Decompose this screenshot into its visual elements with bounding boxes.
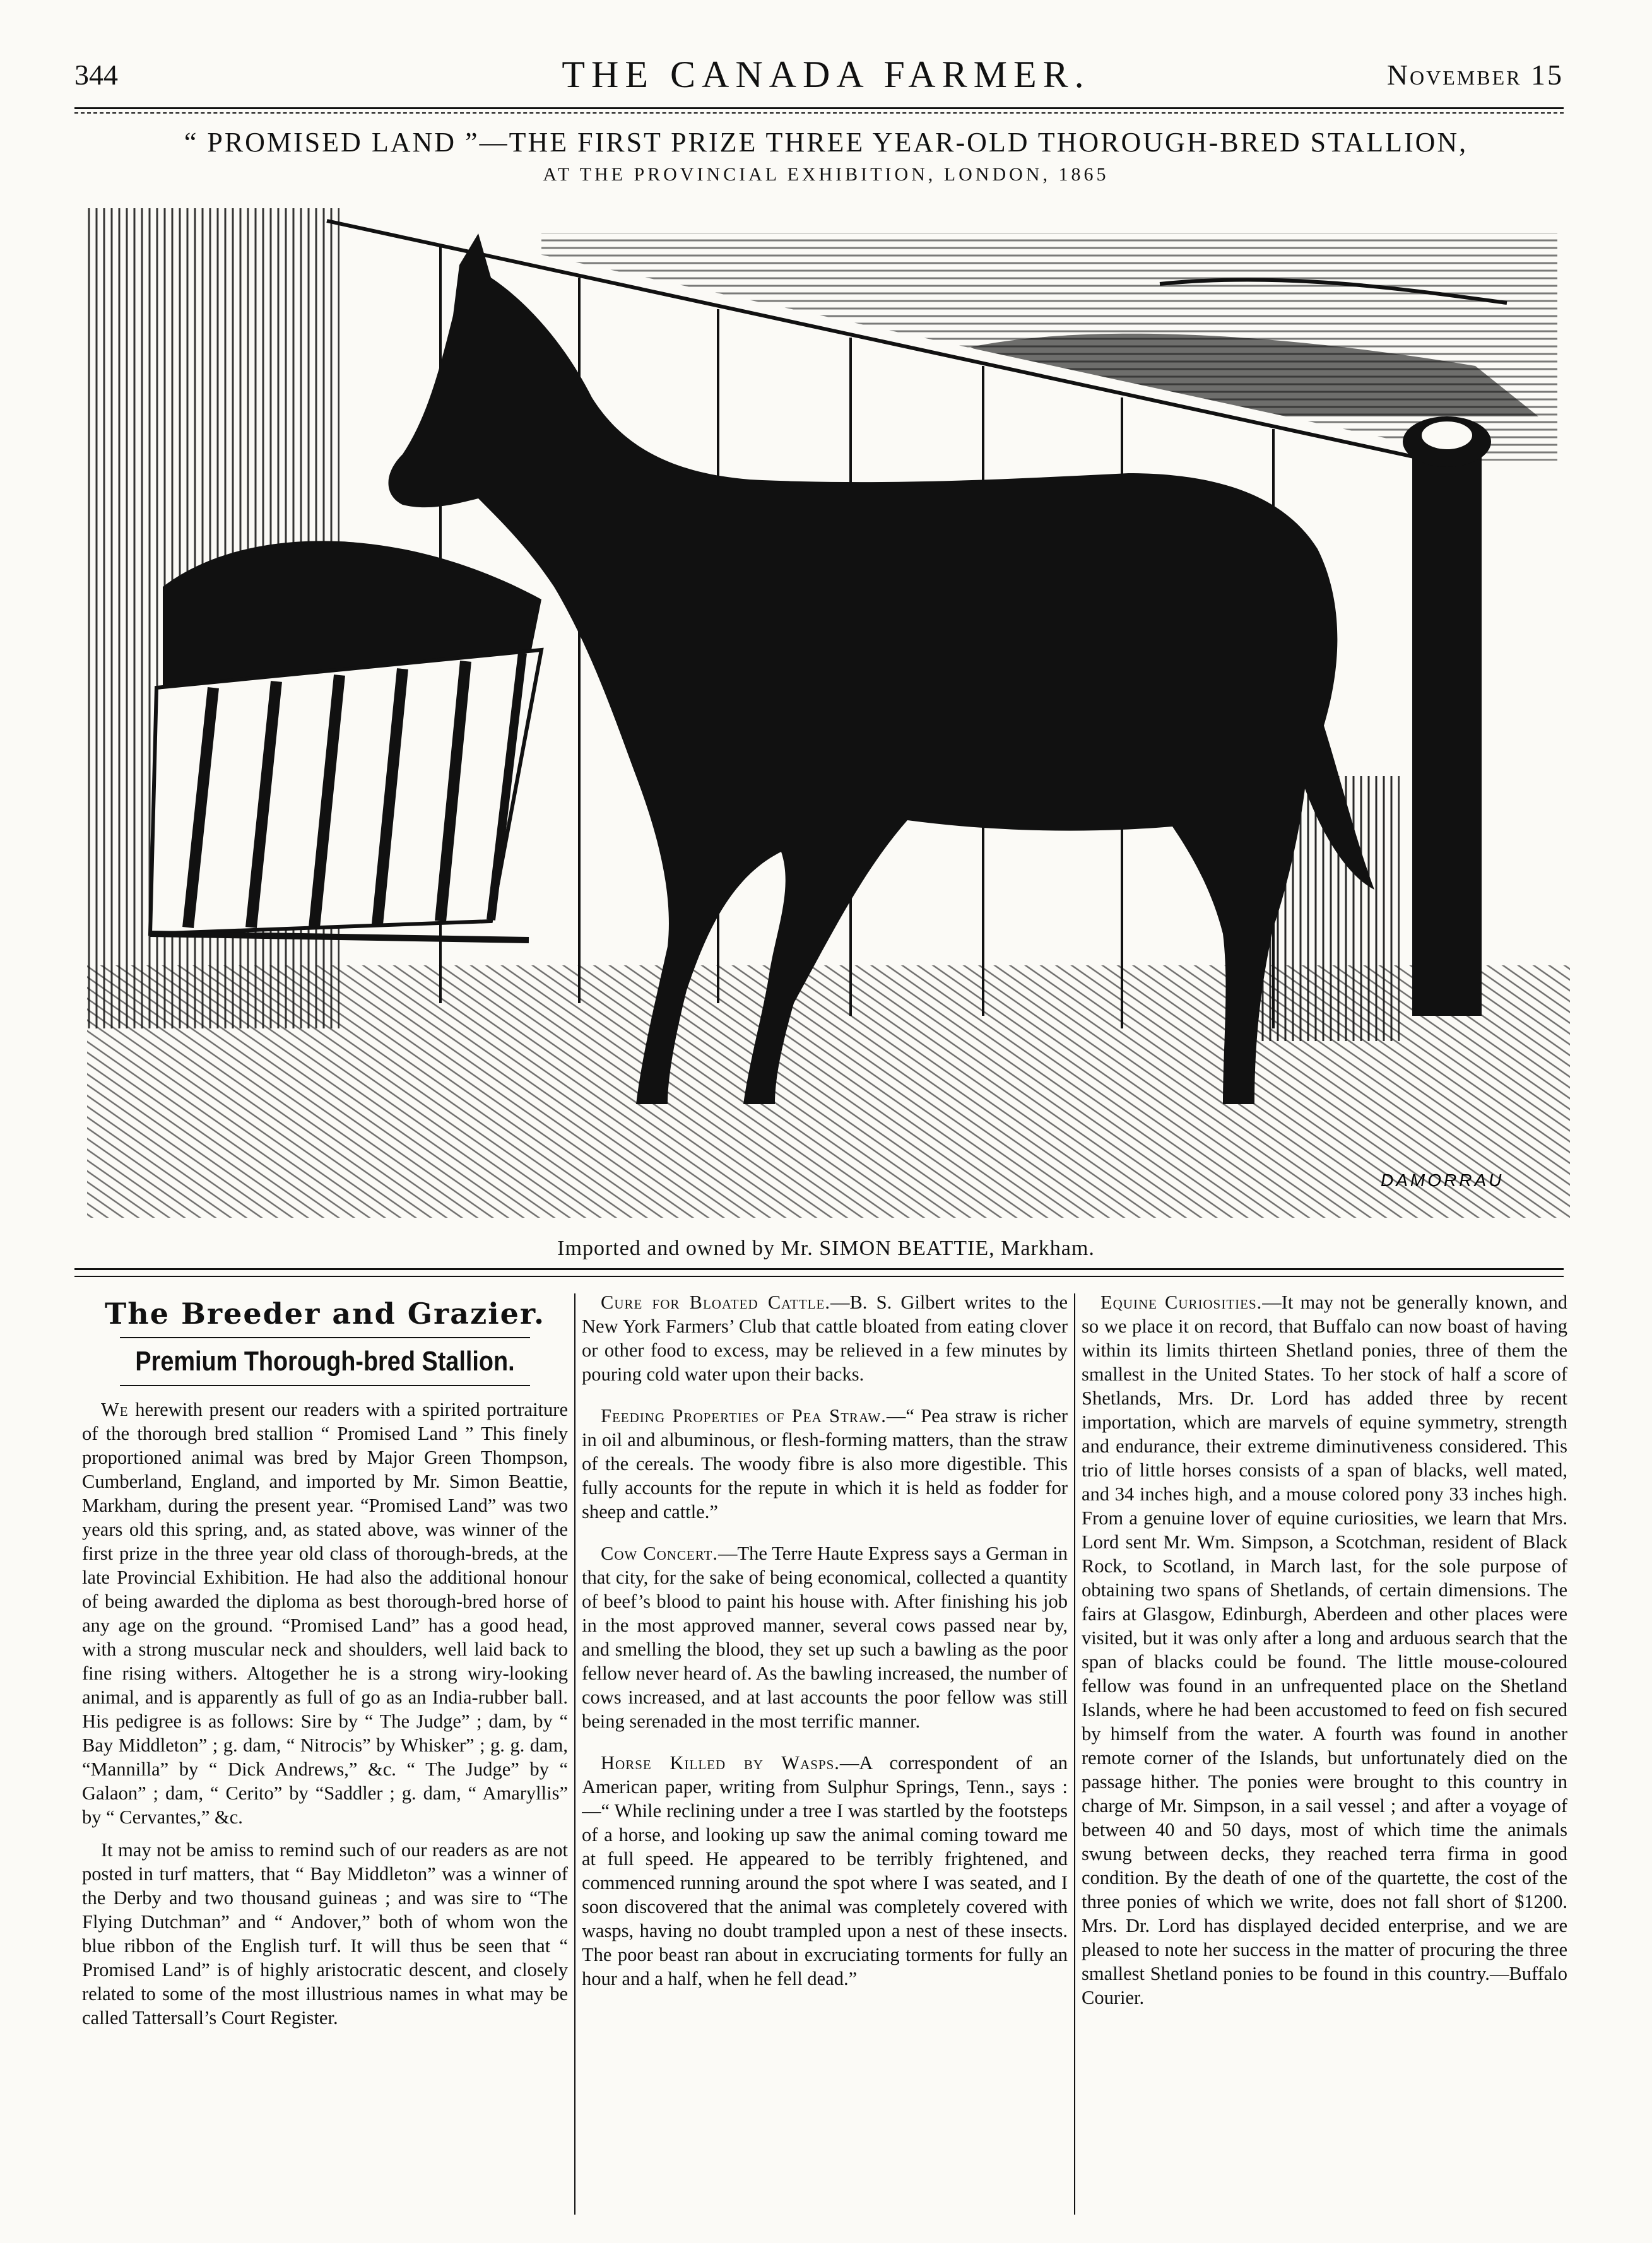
paper-title: THE CANADA FARMER.: [562, 54, 1090, 95]
item-heading: Cow Concert.: [601, 1543, 718, 1564]
news-item: [582, 1751, 1068, 1991]
article-paragraph: [82, 1398, 568, 1829]
paragraph-text: herewith present our readers with a spirited portraiture of the thorough bred stallion “ Promised Land ” This finely proportioned animal was bred by Major Green Thompson, Cumberland, England, and imported by Mr. Simon Beattie, Markham, during the present year. “Promised Land” was two years old this spring, and, as stated above, was winner of the first prize in the three year old class of thorough-breds, at the late Provincial Exhibition. He had also the additional honour of being awarded the diploma as best thorough-bred horse of any age on the ground. “Promised Land” has a good head, with a strong muscular neck and shoulders, well laid back to fine rising withers. Altogether he is a strong wiry-looking animal, and is apparently as full of go as an India-rubber ball. His pedigree is as follows: Sire by “ The Judge” ; dam, by “ Bay Middleton” ; g. dam, “ Nitrocis” by Whisker” ; g. g. dam, “Mannilla” by “ Dick Andrews,” &c. “ The Judge” by “ Galaon” ; dam, “ Cerito” by “Saddler ; g. dam, “ Amaryllis” by “ Cervantes,” &c.: [82, 1399, 568, 1828]
article-paragraph: [82, 1838, 568, 2030]
item-text: —“ Pea straw is richer in oil and albuminous, or flesh-forming matters, than the straw of the cereals. The woody fibre is also more digestible. This fully accounts for the repute in which it is held as fodder for sheep and cattle.”: [582, 1405, 1068, 1522]
column-rule-2: [1074, 1293, 1075, 2215]
item-heading: Feeding Properties of Pea Straw.: [601, 1405, 887, 1427]
article-title: Premium Thorough-bred Stallion.: [135, 1346, 515, 1377]
header-rule-dashed: [74, 112, 1564, 114]
column-2: [582, 1290, 1068, 2218]
page-number: 344: [74, 59, 118, 91]
engraving-title: “ PROMISED LAND ”—THE FIRST PRIZE THREE YEAR-OLD THOROUGH-BRED STALLION,: [184, 127, 1468, 158]
paragraph-lead: We: [101, 1399, 129, 1420]
stallion-engraving: [87, 208, 1570, 1218]
title-rule: [120, 1385, 530, 1386]
engraver-signature: DAMORRAU: [1381, 1170, 1504, 1190]
stable-post: [1403, 416, 1491, 1016]
column-1: [82, 1290, 568, 2218]
header-rule: [74, 107, 1564, 109]
paragraph-text: It may not be amiss to remind such of our readers as are not posted in turf matters, that “ Bay Middleton” was a winner of the Derby and two thousand guineas ; and was sire to “The Flying Dutchman” and “ Andover,” both of whom won the blue ribbon of the English turf. It will thus be seen that “ Promised Land” is of highly aristocratic descent, and closely related to some of the most illustrious names in what may be called Tattersall’s Court Register.: [82, 1839, 568, 2028]
item-heading: Equine Curiosities.: [1100, 1292, 1263, 1313]
hay-rack: [150, 541, 541, 940]
item-text: —The Terre Haute Express says a German in that city, for the sake of being economical, collected a quantity of beef’s blood to paint his house with. After finishing his job in the most approved manner, several cows passed near by, and smelling the blood, they set up such a bawling as the poor fellow never heard of. As the bawling increased, the number of cows increased, and at last accounts the poor fellow was still being serenaded in the most terrific manner.: [582, 1543, 1068, 1732]
issue-date: November 15: [1386, 59, 1564, 91]
news-item: [582, 1541, 1068, 1733]
news-item: [1082, 1290, 1567, 2010]
engraving-subtitle: AT THE PROVINCIAL EXHIBITION, LONDON, 1865: [543, 164, 1109, 185]
caption-rule-thin: [74, 1276, 1564, 1277]
item-heading: Cure for Bloated Cattle.: [601, 1292, 830, 1313]
item-text: —B. S. Gilbert writes to the New York Farmers’ Club that cattle bloated from eating clover or other food to excess, may be relieved in a few minutes by pouring cold water upon their backs.: [582, 1292, 1068, 1385]
caption-rule: [74, 1268, 1564, 1270]
column-rule-1: [574, 1293, 575, 2215]
department-heading: The Breeder and Grazier.: [105, 1297, 545, 1331]
news-item: [582, 1290, 1068, 1386]
item-heading: Horse Killed by Wasps.: [601, 1752, 840, 1774]
engraving-caption: Imported and owned by Mr. SIMON BEATTIE, Markham.: [557, 1237, 1095, 1260]
column-3: [1082, 1290, 1567, 2218]
heading-rule: [120, 1337, 530, 1338]
news-item: [582, 1404, 1068, 1524]
item-text: —A correspondent of an American paper, writing from Sulphur Springs, Tenn., says :—“ While reclining under a tree I was startled by the footsteps of a horse, and looking up saw the animal coming toward me at full speed. He appeared to be terribly frightened, and commenced running around the spot where I was seated, and I soon discovered that the animal was completely covered with wasps, having no doubt trampled upon a nest of these insects. The poor beast ran about in excruciating torments for fully an hour and a half, when he fell dead.”: [582, 1752, 1068, 1989]
item-text: —It may not be generally known, and so we place it on record, that Buffalo can now boast of having within its limits thirteen Shetland ponies, three of them the smallest in the United States. To her stock of half a score of Shetlands, Mrs. Dr. Lord has added three by recent importation, which are marvels of equine symmetry, strength and endurance, their extreme diminutiveness considered. This trio of little horses consists of a span of blacks, well mated, and 34 inches high, and a mouse colored pony 33 inches high. From a genuine lover of equine curiosities, we learn that Mrs. Lord sent Mr. Wm. Simpson, a Scotchman, resident of Black Rock, to Scotland, in March last, for the sole purpose of obtaining two spans of Shetlands, of certain dimensions. The fairs at Glasgow, Edinburgh, Aberdeen and other places were visited, but it was only after a long and arduous search that the span of blacks could be found. The little mouse-coloured fellow was found in an unfrequented place on the Shetland Islands, where he had been accustomed to feed on fish secured by himself from the water. A fourth was found in another remote corner of the Islands, but unfortunately died on the passage hither. The ponies were brought to this country in charge of Mr. Simpson, in a sail vessel ; and after a voyage of between 40 and 50 days, most of which time the animals swung between decks, they reached terra firma in good condition. By the death of one of the quartette, the cost of the three ponies of which we write, does not fall short of $1200. Mrs. Dr. Lord has displayed decided enterprise, and we are pleased to note her success in the matter of procuring the three smallest Shetland ponies to be found in this country.—Buffalo Courier.: [1082, 1292, 1567, 2008]
